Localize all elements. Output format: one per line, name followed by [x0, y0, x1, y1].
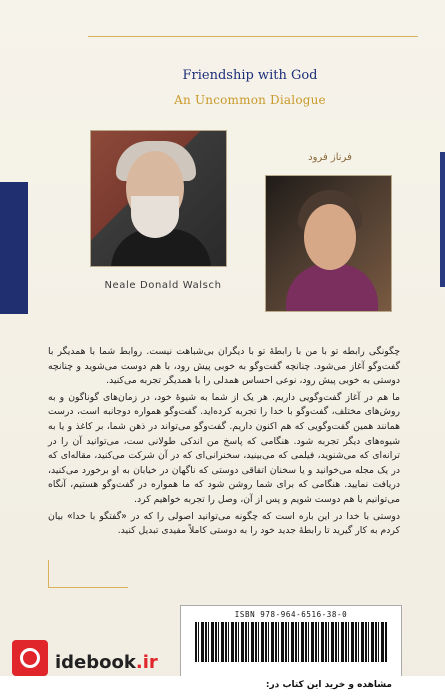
left-blue-panel [0, 182, 28, 314]
author-photo [90, 130, 227, 267]
translator-name: فرناز فرود [308, 152, 352, 163]
top-gold-rule [88, 36, 418, 37]
blurb-paragraph: ما هم در آغاز گفت‌وگویی داریم. هر یک از شما به شیوهٔ خود، در زمان‌های گوناگون و به روش‌های مختلف، گفت‌وگو با خدا را تجربه کرده‌اید. گفت‌وگو همواره دوجانبه است، درست همانند همین گفت‌وگویی که هم اکنون داریم. گفت‌وگو می‌تواند در ذهن شما، بر کاغذ و یا به شیوه‌های دیگر تجربه شود. هنگامی که پاسخ من اندکی طولانی ست، می‌توانید آن را در ترانه‌ای که می‌شنوید، فیلمی که می‌بینید، سخنرانی‌ای که در آن شرکت می‌کنید، مقاله‌ای که در یک مجله می‌خوانید و یا سخنان اتفاقی دوستی که ناگهان در خیابان به او برخورد می‌کنید، دریافت نمایید. هنگامی که برای شما روشن شود که ما همواره در گفت‌وگو هستیم، آنگاه می‌توانیم با هم دوست شویم و پس از آن، وصل را تجربه خواهیم کرد. [48, 391, 400, 505]
book-title: Friendship with God [182, 68, 318, 83]
author-name: Neale Donald Walsch [104, 280, 222, 291]
gold-corner-vertical [48, 560, 49, 588]
right-blue-panel [440, 152, 445, 287]
site-link[interactable] [55, 652, 158, 673]
isbn-text: ISBN 978-964-6516-38-0 [234, 610, 348, 619]
site-suffix: .ir [135, 652, 158, 673]
site-logo-icon[interactable] [12, 640, 48, 676]
blurb-text [48, 345, 400, 541]
translator-photo [265, 175, 392, 312]
barcode-bars [195, 622, 387, 662]
blurb-paragraph: دوستی با خدا در این باره است که چگونه می‌توانید اصولی را که در «گفتگو با خدا» بیان کردم به کار گیرید تا رابطهٔ جدید خود را به دوستی کاملاً مفیدی تبدیل کنید. [48, 510, 400, 537]
site-name: idebook [55, 652, 136, 673]
blurb-paragraph: چگونگی رابطه تو با من با رابطهٔ تو با دیگران بی‌شباهت نیست. روابط شما با همدیگر با گفت‌وگو آغاز می‌شود. چنانچه گفت‌وگو به خوبی پیش رود، با هم دوست می‌شوید و چنانچه دوستی به خوبی پیش رود، نوعی احساس همدلی را با همدیگر تجربه می‌کنید. [48, 346, 400, 387]
book-subtitle: An Uncommon Dialogue [174, 93, 326, 107]
isbn-barcode [180, 605, 402, 677]
purchase-promo-text: مشاهده و خرید این کتاب در: [265, 680, 392, 690]
gold-corner-horizontal [48, 587, 128, 588]
